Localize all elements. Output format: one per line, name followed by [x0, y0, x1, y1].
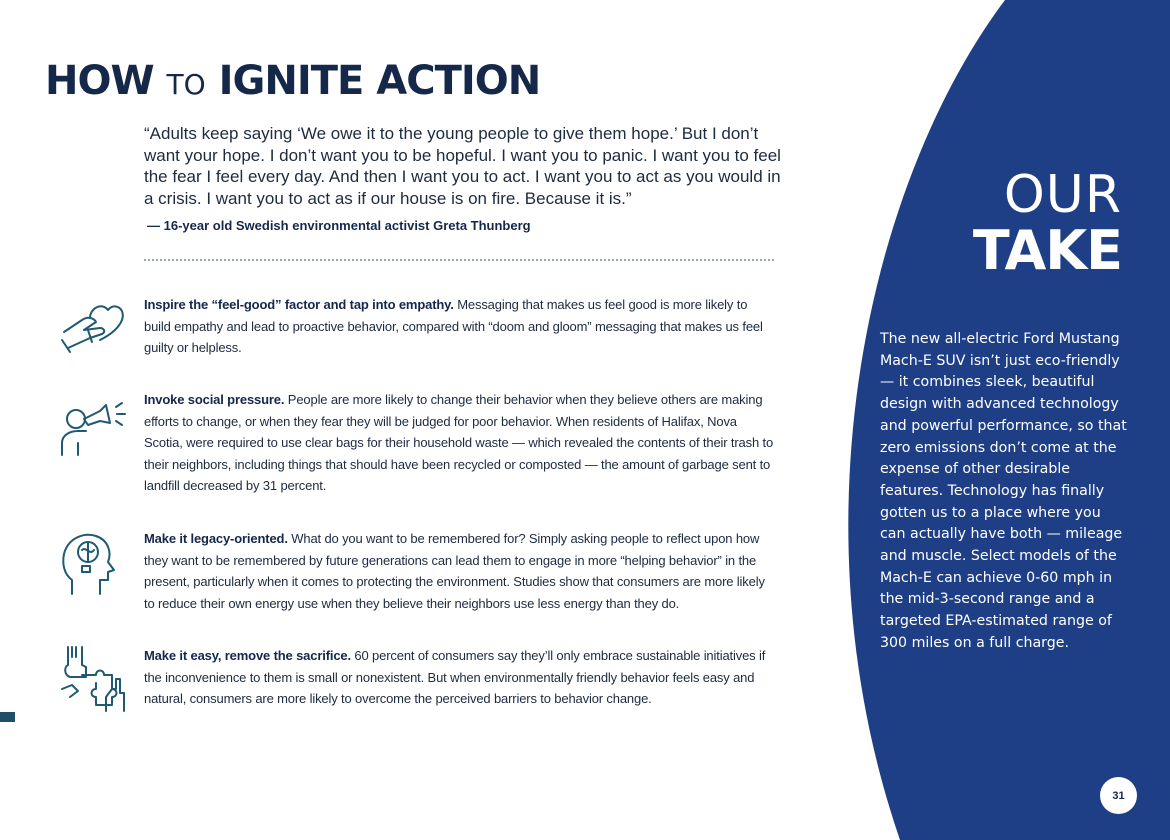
- title-how: HOW: [45, 58, 154, 104]
- head-brain-icon: [60, 528, 128, 596]
- hand-heart-icon: [60, 294, 128, 362]
- item-text: Invoke social pressure. People are more likely to change their behavior when they believe others are making efforts to change, or when they fear they will be judged for poor behavior. When residents of Halifax, Nova Scotia, were required to use clear bags for their household waste — which revealed the contents of their trash to their neighbors, including things that should have been recycled or composted — the amount of garbage sent to landfill decreased by 31 percent.: [144, 392, 774, 494]
- our-take-line1: OUR: [1003, 165, 1122, 225]
- page-title: [45, 58, 540, 104]
- our-take-body: The new all-electric Ford Mustang Mach-E SUV isn’t just eco-friendly — it combines sleek, beautiful design with advanced technology and powerful performance, so that zero emissions don’t come at the expense of other desirable features. Technology has finally gotten us to a place where you can actually have both — mileage and muscle. Select models of the Mach-E can achieve 0-60 mph in the mid-3-second range and a targeted EPA-estimated range of 300 miles on a full charge.: [880, 331, 1127, 651]
- megaphone-person-icon: [60, 389, 128, 457]
- our-take-heading: [972, 165, 1122, 282]
- dotted-divider: [144, 259, 774, 261]
- quote-text: “Adults keep saying ‘We owe it to the young people to give them hope.’ But I don’t want your hope. I don’t want you to be hopeful. I want you to panic. I want you to feel the fear I feel every day. And then I want you to act. I want you to act as you would in a crisis. I want you to act as if our house is on fire. Because it is.”: [144, 124, 781, 208]
- puzzle-hands-icon: [60, 645, 128, 713]
- item-text: Inspire the “feel-good” factor and tap into empathy. Messaging that makes us feel good is more likely to build empathy and lead to proactive behavior, compared with “doom and gloom” messaging that makes us feel guilty or helpless.: [144, 297, 763, 356]
- our-take-line2: TAKE: [972, 219, 1122, 282]
- side-tab-marker: [0, 712, 15, 722]
- title-ignite-action: IGNITE ACTION: [218, 58, 541, 104]
- item-text: Make it easy, remove the sacrifice. 60 percent of consumers say they’ll only embrace sustainable initiatives if the inconvenience to them is small or nonexistent. But when environmentally friendly behavior feels easy and natural, consumers are more likely to overcome the perceived barriers to behavior change.: [144, 648, 766, 707]
- title-to: TO: [166, 68, 206, 101]
- item-text: Make it legacy-oriented. What do you want to be remembered for? Simply asking people to reflect upon how they want to be remembered by future generations can lead them to engage in more “helping behavior” in the present, particularly when it comes to protecting the environment. Studies show that consumers are more likely to reduce their own energy use when they believe their neighbors use less energy than they do.: [144, 531, 765, 611]
- page-number: 31: [1100, 777, 1137, 814]
- quote-attribution: — 16-year old Swedish environmental activist Greta Thunberg: [147, 218, 531, 233]
